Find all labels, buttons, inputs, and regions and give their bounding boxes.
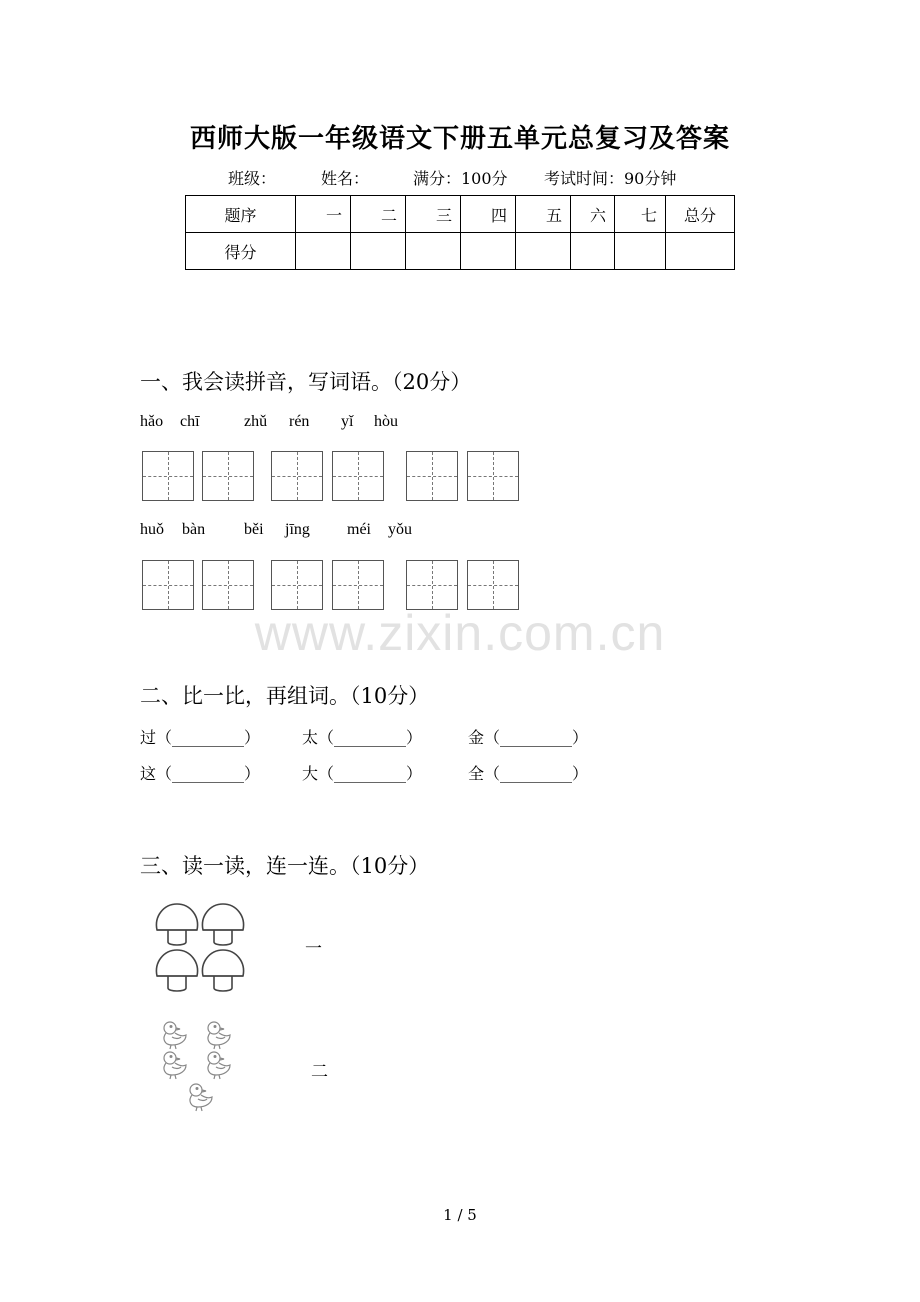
writing-grid[interactable]: [202, 560, 254, 610]
watermark: www.zixin.com.cn: [254, 605, 666, 661]
pinyin: hòu: [374, 413, 398, 430]
word-blank[interactable]: 全（_________）: [468, 764, 589, 783]
chick-icon: [190, 1084, 212, 1111]
word-blank[interactable]: 大（_________）: [302, 764, 423, 783]
writing-grid[interactable]: [467, 451, 519, 501]
writing-grid[interactable]: [332, 560, 384, 610]
full-score: 满分：100分: [413, 169, 508, 188]
section2-heading: 二、比一比，再组词。（10分）: [140, 684, 430, 708]
pinyin: bàn: [182, 521, 206, 538]
word-blank[interactable]: 过（_________）: [140, 728, 261, 747]
chick-icon: [164, 1022, 186, 1049]
col-6: 六: [571, 196, 615, 233]
mushroom-icon: [202, 950, 243, 991]
page-number: 1 / 5: [443, 1206, 477, 1224]
numeral-one: 一: [305, 939, 322, 959]
writing-grid[interactable]: [467, 560, 519, 610]
section1-heading: 一、我会读拼音，写词语。（20分）: [140, 370, 472, 394]
col-total: 总分: [666, 196, 735, 233]
pinyin: jīng: [285, 521, 310, 538]
pinyin: rén: [289, 413, 310, 430]
mushroom-icon: [156, 904, 197, 945]
class-label: 班级：: [228, 169, 277, 188]
writing-grid[interactable]: [142, 451, 194, 501]
writing-grid[interactable]: [142, 560, 194, 610]
section3-heading: 三、读一读，连一连。（10分）: [140, 854, 430, 878]
writing-grid[interactable]: [406, 451, 458, 501]
col-4: 四: [461, 196, 516, 233]
pinyin: zhǔ: [244, 413, 268, 430]
page-title: 西师大版一年级语文下册五单元总复习及答案: [189, 124, 730, 154]
mushroom-icon: [156, 950, 197, 991]
numeral-two: 二: [311, 1062, 328, 1082]
writing-grid[interactable]: [271, 451, 323, 501]
mushrooms-picture: [152, 900, 252, 996]
pinyin: yǐ: [341, 413, 354, 430]
score-cell[interactable]: [516, 233, 571, 270]
pinyin: běi: [244, 521, 264, 538]
score-table: [185, 195, 735, 270]
score-cell[interactable]: [666, 233, 735, 270]
pinyin: méi: [347, 521, 371, 538]
exam-time: 考试时间：90分钟: [544, 169, 677, 188]
col-5: 五: [516, 196, 571, 233]
chicks-picture: [158, 1018, 244, 1116]
row-label-order: 题序: [186, 196, 296, 233]
score-cell[interactable]: [615, 233, 666, 270]
word-blank[interactable]: 金（_________）: [468, 728, 589, 747]
score-cell[interactable]: [406, 233, 461, 270]
score-cell[interactable]: [296, 233, 351, 270]
pinyin: hǎo: [140, 413, 164, 430]
score-cell[interactable]: [461, 233, 516, 270]
col-2: 二: [351, 196, 406, 233]
word-blank[interactable]: 太（_________）: [302, 728, 423, 747]
col-3: 三: [406, 196, 461, 233]
score-cell[interactable]: [571, 233, 615, 270]
score-cell[interactable]: [351, 233, 406, 270]
col-1: 一: [296, 196, 351, 233]
chick-icon: [208, 1022, 230, 1049]
col-7: 七: [615, 196, 666, 233]
row-label-score: 得分: [186, 233, 296, 270]
writing-grid[interactable]: [332, 451, 384, 501]
writing-grid[interactable]: [406, 560, 458, 610]
chick-icon: [164, 1052, 186, 1079]
pinyin: yǒu: [388, 521, 412, 538]
writing-grid[interactable]: [271, 560, 323, 610]
pinyin: chī: [180, 413, 200, 430]
name-label: 姓名：: [321, 169, 370, 188]
mushroom-icon: [202, 904, 243, 945]
word-blank[interactable]: 这（_________）: [140, 764, 261, 783]
pinyin: huǒ: [140, 521, 164, 538]
chick-icon: [208, 1052, 230, 1079]
writing-grid[interactable]: [202, 451, 254, 501]
